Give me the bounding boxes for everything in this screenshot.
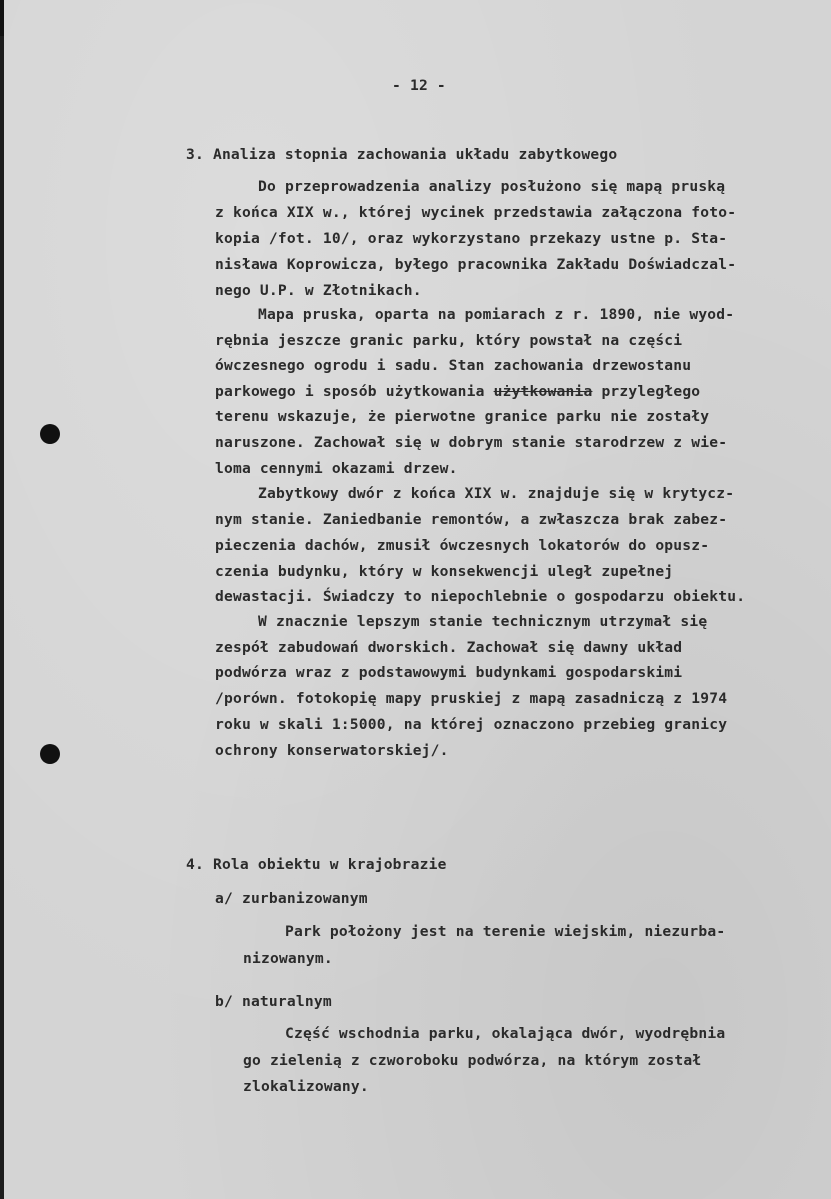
paragraph-line: Do przeprowadzenia analizy posłużono się mapą pruską (258, 178, 726, 195)
paragraph-line: Zabytkowy dwór z końca XIX w. znajduje się w krytycz- (258, 485, 735, 502)
paragraph-line: W znacznie lepszym stanie technicznym utrzymał się (258, 613, 708, 630)
subsection-b-heading: b/ naturalnym (215, 993, 332, 1010)
paragraph-line: Część wschodnia parku, okalająca dwór, wyodrębnia (285, 1025, 726, 1042)
paragraph-line: podwórza wraz z podstawowymi budynkami gospodarskimi (215, 664, 683, 681)
paragraph-line: kopia /fot. 10/, oraz wykorzystano przekazy ustne p. Sta- (215, 230, 728, 247)
line-tail: przyległego (592, 383, 701, 400)
paragraph-line: /porówn. fotokopię mapy pruskiej z mapą zasadniczą z 1974 (215, 690, 728, 707)
punch-hole-bottom (40, 744, 60, 764)
paragraph-line: go zielenią z czworoboku podwórza, na którym został (243, 1052, 702, 1069)
paragraph-line: terenu wskazuje, że pierwotne granice parku nie zostały (215, 408, 710, 425)
line-text: parkowego i sposób użytkowania (215, 383, 485, 400)
paragraph-line: nizowanym. (243, 950, 333, 967)
paragraph-line: Mapa pruska, oparta na pomiarach z r. 1890, nie wyod- (258, 306, 735, 323)
paragraph-line-with-strike (215, 383, 700, 401)
paragraph-line: z końca XIX w., której wycinek przedstawia załączona foto- (215, 204, 737, 221)
section-4-heading: 4. Rola obiektu w krajobrazie (186, 856, 447, 873)
paragraph-line: czenia budynku, który w konsekwencji uległ zupełnej (215, 563, 674, 580)
paragraph-line: ochrony konserwatorskiej/. (215, 742, 449, 759)
section-3-heading: 3. Analiza stopnia zachowania układu zabytkowego (186, 146, 618, 163)
paragraph-line: nisława Koprowicza, byłego pracownika Zakładu Doświadczal- (215, 256, 737, 273)
paragraph-line: naruszone. Zachował się w dobrym stanie starodrzew z wie- (215, 434, 728, 451)
paragraph-line: nego U.P. w Złotnikach. (215, 282, 422, 299)
page-corner-mark (0, 0, 4, 36)
paragraph-line: roku w skali 1:5000, na której oznaczono przebieg granicy (215, 716, 728, 733)
paragraph-line: dewastacji. Świadczy to niepochlebnie o gospodarzu obiektu. (215, 588, 746, 605)
paragraph-line: loma cennymi okazami drzew. (215, 460, 458, 477)
paragraph-line: pieczenia dachów, zmusił ówczesnych lokatorów do opusz- (215, 537, 710, 554)
page-number: - 12 - (392, 77, 446, 94)
paragraph-line: zlokalizowany. (243, 1078, 369, 1095)
paragraph-line: rębnia jeszcze granic parku, który powstał na części (215, 332, 683, 349)
subsection-a-heading: a/ zurbanizowanym (215, 890, 368, 907)
paragraph-line: Park położony jest na terenie wiejskim, niezurba- (285, 923, 726, 940)
paragraph-line: zespół zabudowań dworskich. Zachował się dawny układ (215, 639, 683, 656)
punch-hole-top (40, 424, 60, 444)
paragraph-line: ówczesnego ogrodu i sadu. Stan zachowania drzewostanu (215, 357, 692, 374)
page-left-edge (0, 0, 4, 1199)
paragraph-line: nym stanie. Zaniedbanie remontów, a zwłaszcza brak zabez- (215, 511, 728, 528)
struck-word: użytkowania (493, 383, 593, 400)
